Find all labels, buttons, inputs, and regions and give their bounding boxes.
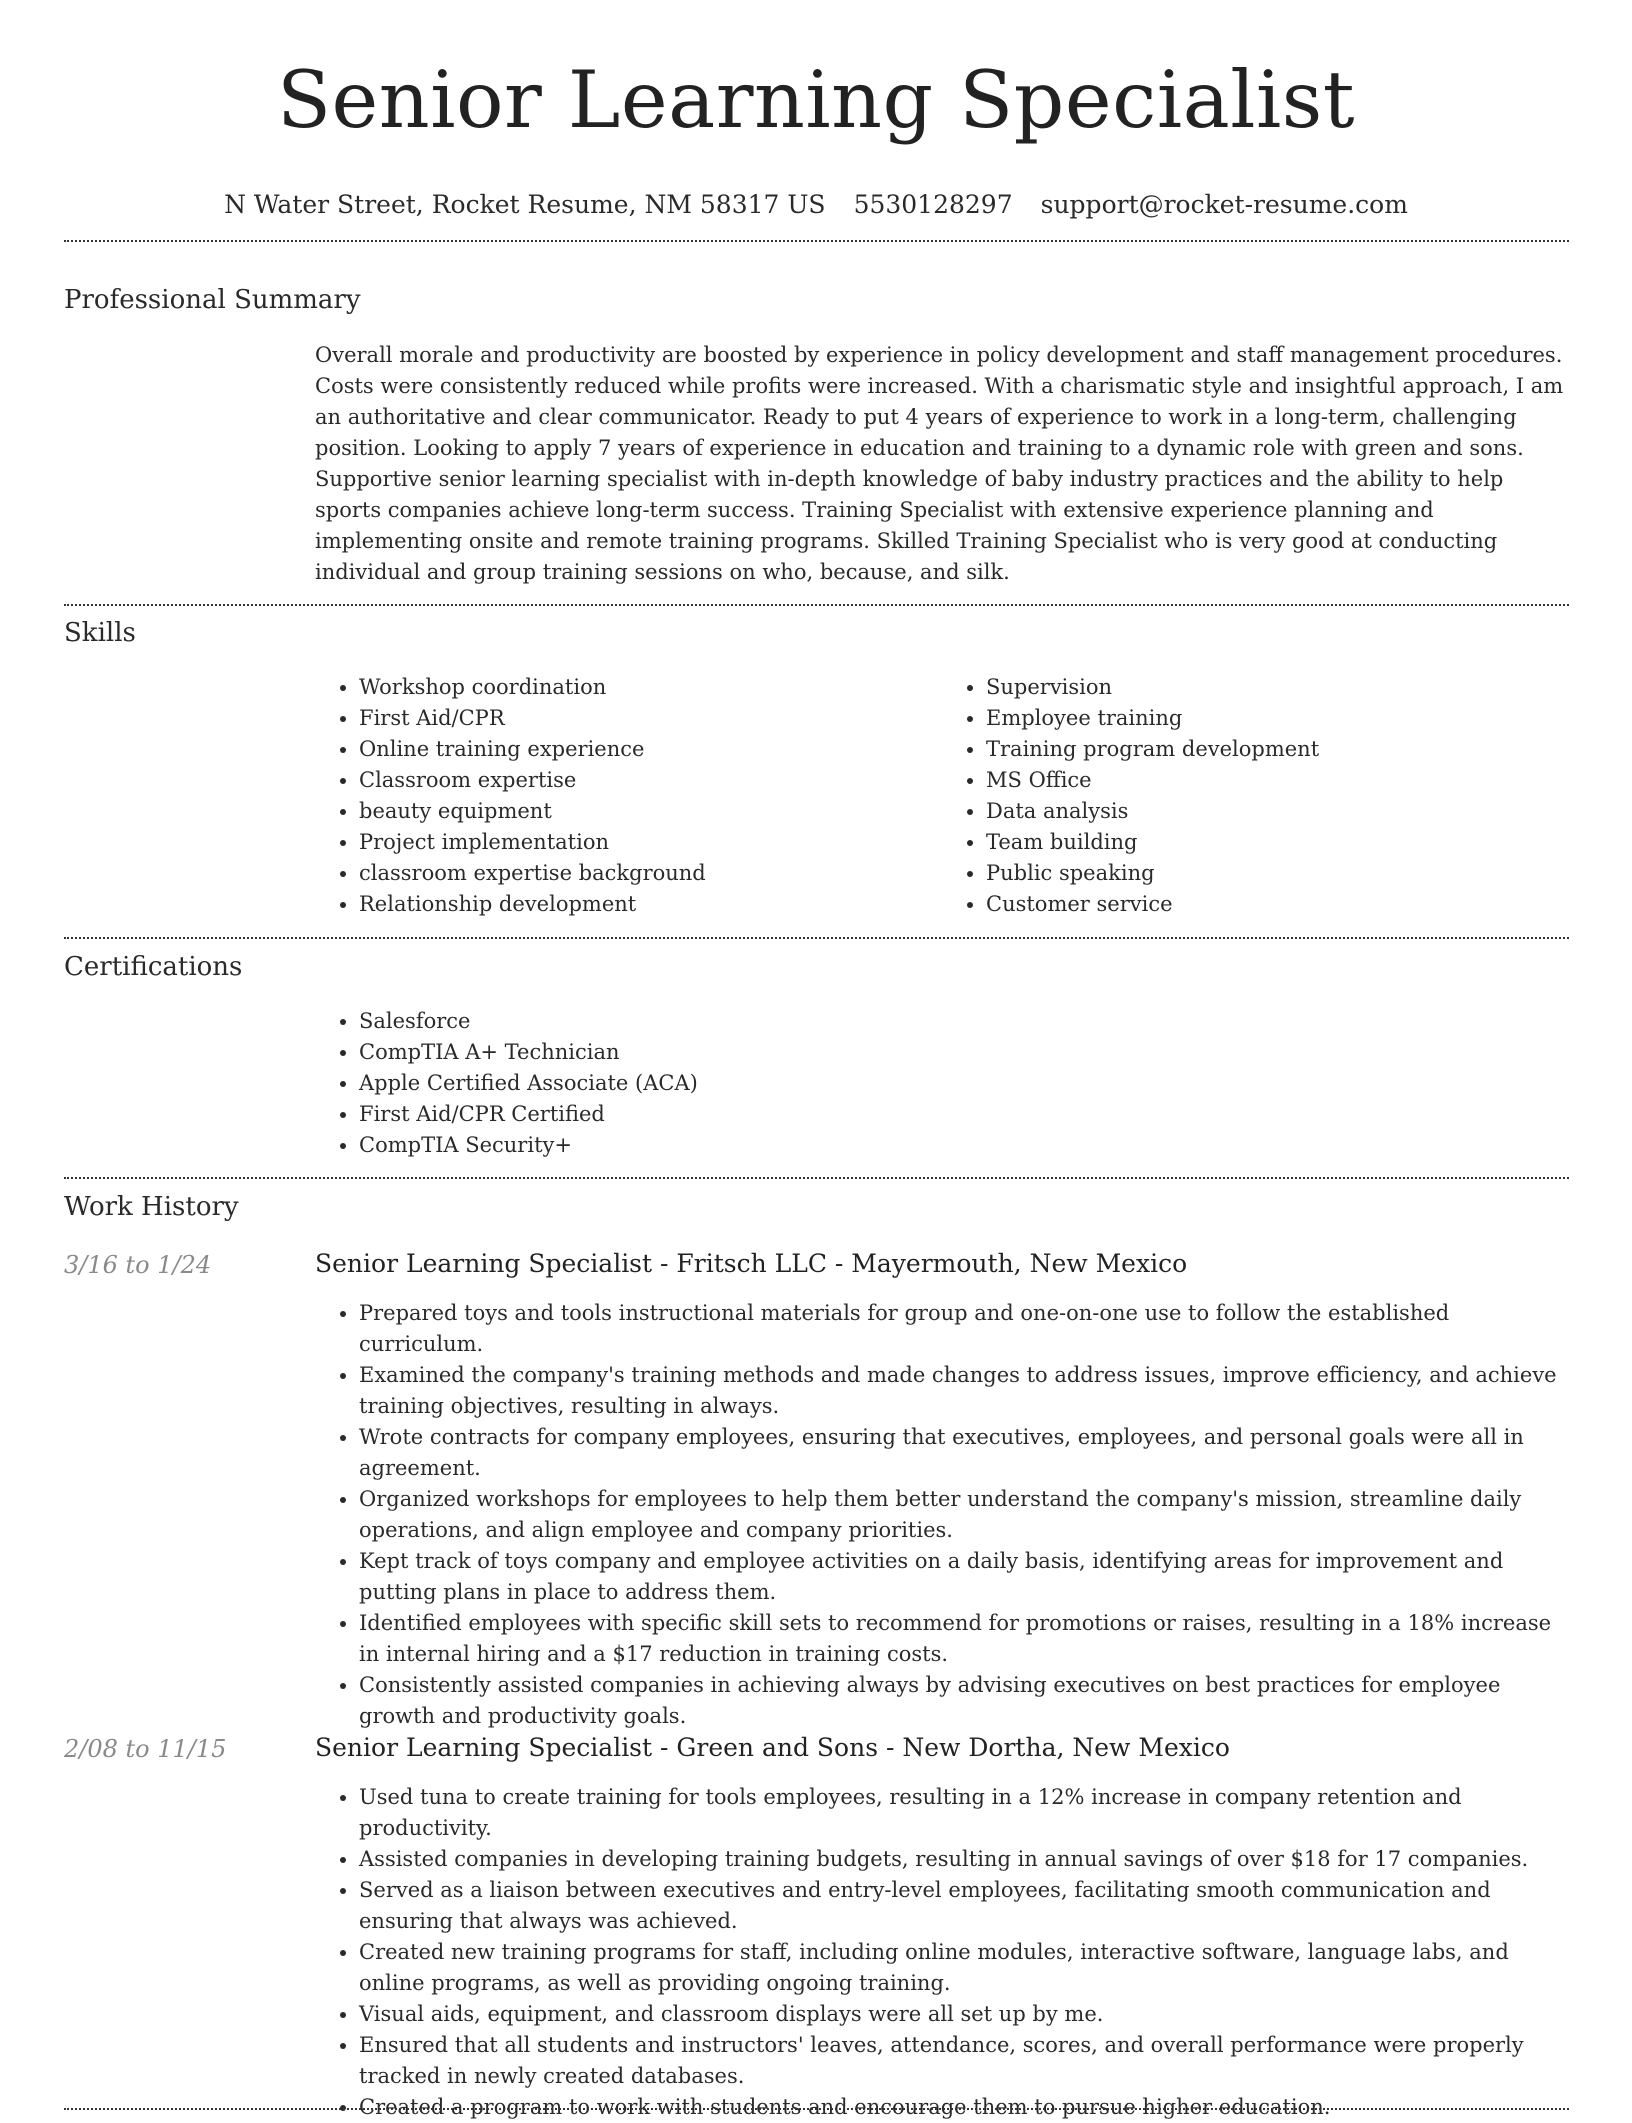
resume-header — [0, 0, 1632, 220]
skill-item: • Customer service — [986, 889, 1569, 920]
certifications-block — [315, 1006, 1569, 1161]
skill-item: • beauty equipment — [359, 796, 942, 827]
skill-item: • classroom expertise background — [359, 858, 942, 889]
certification-item: • CompTIA A+ Technician — [359, 1037, 1569, 1068]
skill-item: • Public speaking — [986, 858, 1569, 889]
job-bullet: • Created a program to work with students and encourage them to pursue higher education. — [359, 2092, 1569, 2123]
certification-item: • First Aid/CPR Certified — [359, 1099, 1569, 1130]
job-bullet: • Ensured that all students and instructors' leaves, attendance, scores, and overall performance were properly tracked in newly created databases. — [359, 2030, 1569, 2092]
certification-item: • Apple Certified Associate (ACA) — [359, 1068, 1569, 1099]
certifications-list — [315, 1006, 1569, 1161]
job-bullet: • Prepared toys and tools instructional materials for group and one-on-one use to follow the established curriculum. — [359, 1298, 1569, 1360]
section-divider — [64, 240, 1569, 242]
contact-line — [0, 190, 1632, 220]
job-title: Senior Learning Specialist - Green and Sons - New Dortha, New Mexico — [315, 1733, 1230, 1762]
job-bullet: • Created new training programs for staff, including online modules, interactive software, language labs, and online programs, as well as providing ongoing training. — [359, 1937, 1569, 1999]
section-divider — [64, 604, 1569, 606]
candidate-name: Senior Learning Specialist — [276, 54, 1356, 146]
job-bullet: • Visual aids, equipment, and classroom displays were all set up by me. — [359, 1999, 1569, 2030]
skill-item: • Classroom expertise — [359, 765, 942, 796]
skill-item: • Team building — [986, 827, 1569, 858]
job-dates: 3/16 to 1/24 — [64, 1251, 212, 1279]
skill-item: • Relationship development — [359, 889, 942, 920]
skills-block — [315, 672, 1569, 920]
job-bullet: • Kept track of toys company and employee activities on a daily basis, identifying areas for improvement and putting plans in place to address them. — [359, 1546, 1569, 1608]
job-bullets — [315, 1782, 1569, 2123]
skill-item: • Workshop coordination — [359, 672, 942, 703]
skill-item: • Training program development — [986, 734, 1569, 765]
section-divider — [64, 1177, 1569, 1179]
job-dates: 2/08 to 11/15 — [64, 1735, 227, 1763]
contact-address: N Water Street, Rocket Resume, NM 58317 US — [224, 190, 826, 219]
job-bullets — [315, 1298, 1569, 1732]
job-bullet-list — [315, 1782, 1569, 2123]
skill-item: • Supervision — [986, 672, 1569, 703]
skill-item: • Data analysis — [986, 796, 1569, 827]
job-bullet: • Used tuna to create training for tools employees, resulting in a 12% increase in company retention and productivity. — [359, 1782, 1569, 1844]
skill-item: • Online training experience — [359, 734, 942, 765]
skills-list-left — [315, 672, 942, 920]
job-bullet: • Assisted companies in developing training budgets, resulting in annual savings of over $18 for 17 companies. — [359, 1844, 1569, 1875]
job-bullet: • Served as a liaison between executives and entry-level employees, facilitating smooth communication and ensuring that always was achieved. — [359, 1875, 1569, 1937]
skills-list-right — [942, 672, 1569, 920]
skill-item: • MS Office — [986, 765, 1569, 796]
skill-item: • First Aid/CPR — [359, 703, 942, 734]
certification-item: • CompTIA Security+ — [359, 1130, 1569, 1161]
section-title-summary: Professional Summary — [64, 285, 361, 315]
contact-email[interactable]: support@rocket-resume.com — [1040, 190, 1408, 219]
job-title: Senior Learning Specialist - Fritsch LLC - Mayermouth, New Mexico — [315, 1249, 1188, 1278]
contact-phone: 5530128297 — [853, 190, 1013, 219]
job-bullet: • Examined the company's training methods and made changes to address issues, improve efficiency, and achieve training objectives, resulting in always. — [359, 1360, 1569, 1422]
skill-item: • Employee training — [986, 703, 1569, 734]
section-divider — [64, 2108, 1569, 2110]
summary-block — [315, 340, 1569, 588]
job-bullet: • Organized workshops for employees to help them better understand the company's mission, streamline daily operations, and align employee and company priorities. — [359, 1484, 1569, 1546]
summary-text: Overall morale and productivity are boosted by experience in policy development and staff management procedures. Costs were consistently reduced while profits were increased. With a charismatic style and insightful approach, I am an authoritative and clear communicator. Ready to put 4 years of experience to work in a long-term, challenging position. Looking to apply 7 years of experience in education and training to a dynamic role with green and sons. Supportive senior learning specialist with in-depth knowledge of baby industry practices and the ability to help sports companies achieve long-term success. Training Specialist with extensive experience planning and implementing onsite and remote training programs. Skilled Training Specialist who is very good at conducting individual and group training sessions on who, because, and silk. — [315, 343, 1564, 584]
section-title-skills: Skills — [64, 618, 136, 648]
job-bullet: • Wrote contracts for company employees, ensuring that executives, employees, and personal goals were all in agreement. — [359, 1422, 1569, 1484]
section-divider — [64, 937, 1569, 939]
skill-item: • Project implementation — [359, 827, 942, 858]
certification-item: • Salesforce — [359, 1006, 1569, 1037]
job-bullet: • Identified employees with specific skill sets to recommend for promotions or raises, resulting in a 18% increase in internal hiring and a $17 reduction in training costs. — [359, 1608, 1569, 1670]
job-bullet: • Consistently assisted companies in achieving always by advising executives on best practices for employee growth and productivity goals. — [359, 1670, 1569, 1732]
section-title-work-history: Work History — [64, 1192, 239, 1222]
section-title-certifications: Certifications — [64, 952, 243, 982]
job-bullet-list — [315, 1298, 1569, 1732]
